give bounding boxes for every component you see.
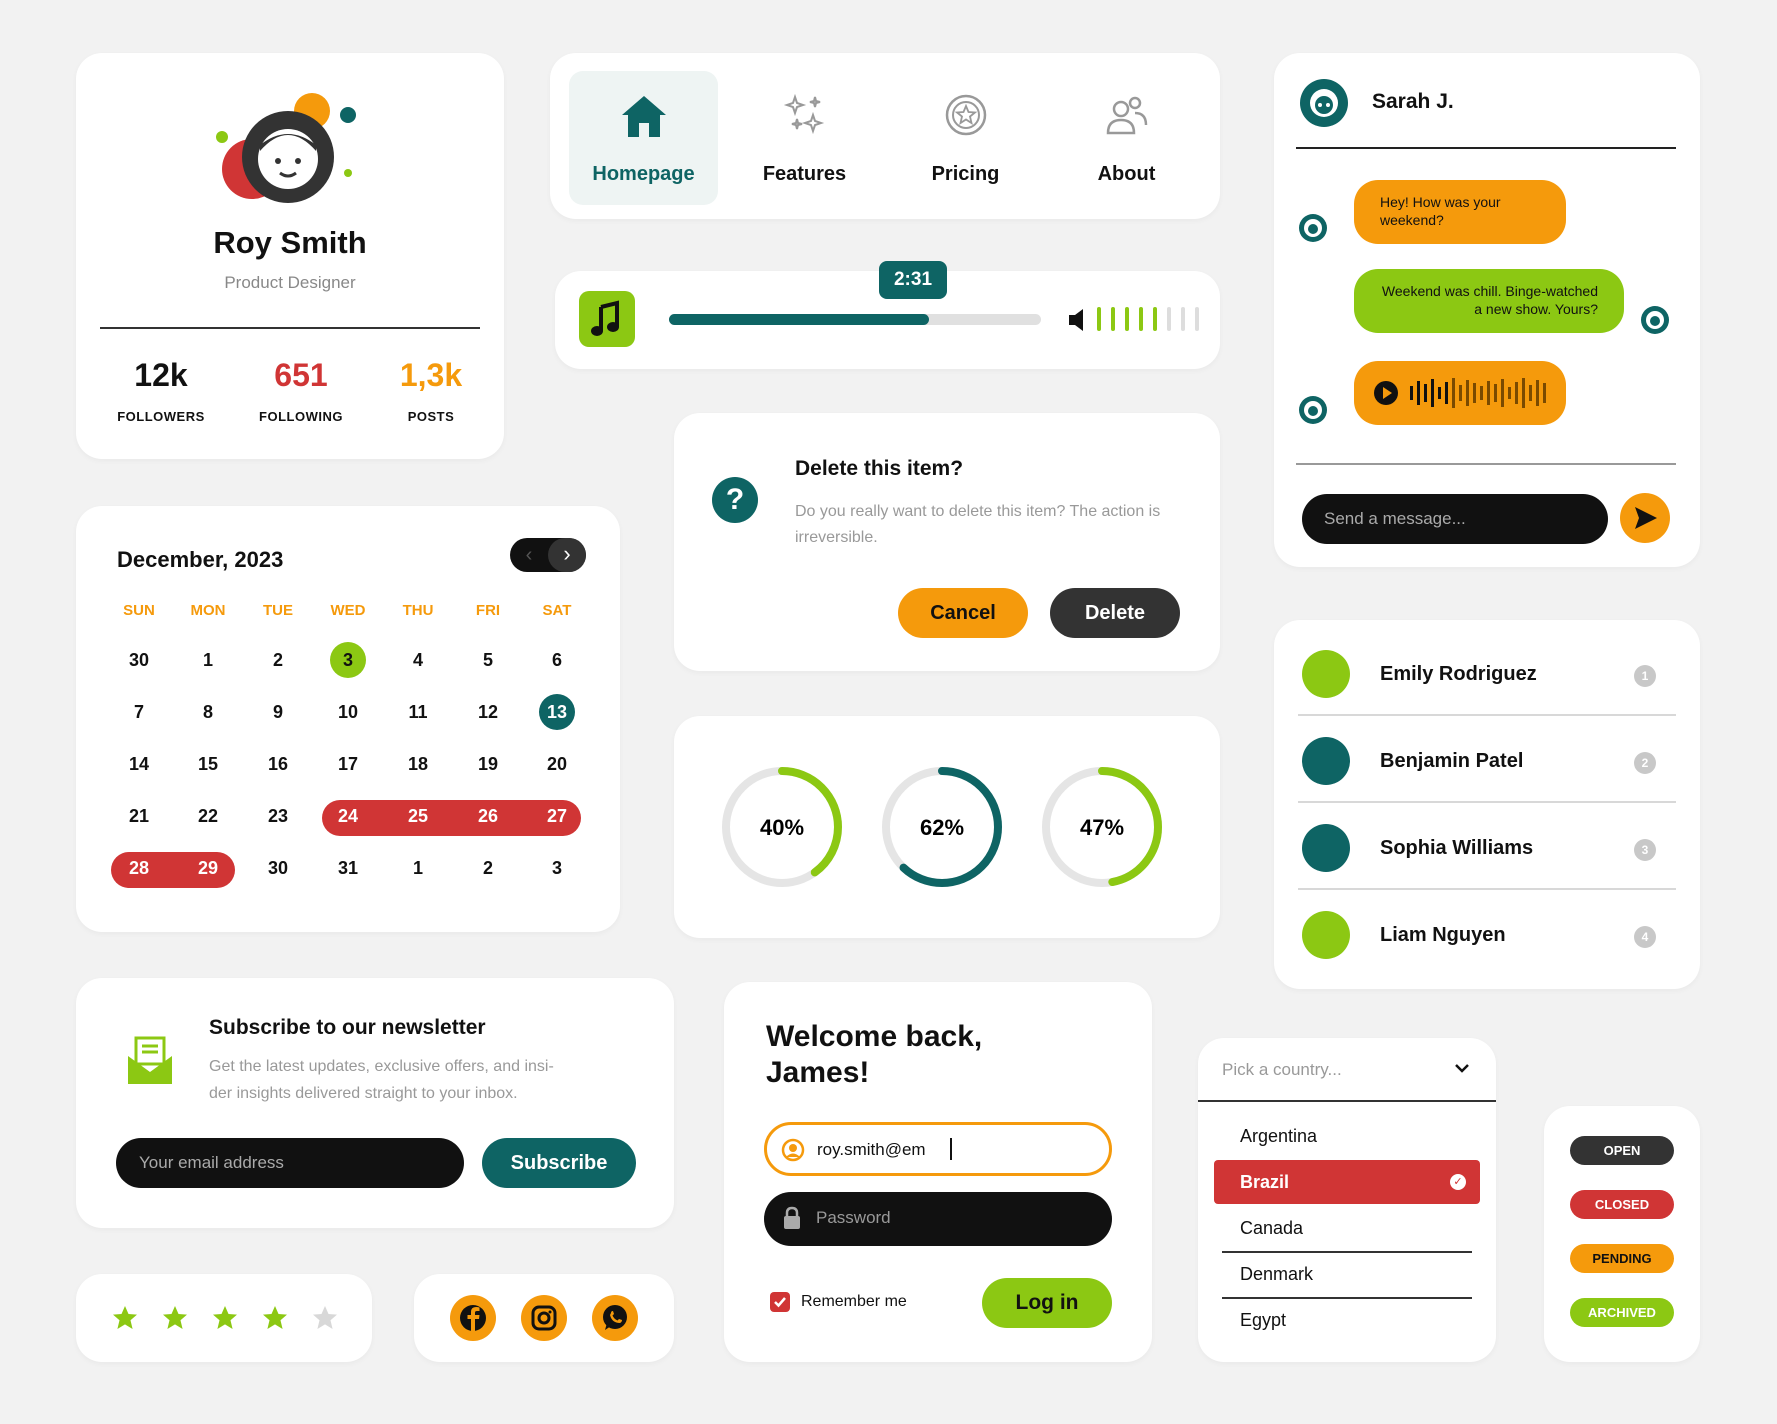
progress-track[interactable] xyxy=(669,314,1041,325)
calendar-title: December, 2023 xyxy=(117,547,284,572)
subscribe-button[interactable] xyxy=(482,1138,636,1188)
them-avatar-icon xyxy=(1298,395,1328,425)
calendar-day[interactable]: 1 xyxy=(202,650,213,670)
calendar-day[interactable]: 31 xyxy=(337,858,359,878)
waveform-icon xyxy=(1410,377,1550,409)
whatsapp-icon[interactable] xyxy=(592,1295,638,1341)
chat-avatar-icon xyxy=(1300,79,1348,127)
calendar-day[interactable]: 24 xyxy=(337,806,359,826)
stat-posts-value: 1,3k xyxy=(399,357,463,393)
waveform-bar xyxy=(1438,387,1441,399)
volume-bar xyxy=(1125,307,1129,331)
calendar-day[interactable]: 26 xyxy=(477,806,499,826)
profile-name: Roy Smith xyxy=(213,225,367,260)
calendar-day[interactable]: 14 xyxy=(128,754,150,774)
subscribe-label: Subscribe xyxy=(510,1152,608,1174)
email-field[interactable] xyxy=(764,1122,1112,1176)
row-divider xyxy=(1298,714,1676,716)
newsletter-card xyxy=(76,978,674,1228)
me-avatar-icon xyxy=(1640,305,1670,335)
calendar-day[interactable]: 5 xyxy=(482,650,493,670)
ring-label: 40% xyxy=(759,815,805,840)
status-tag-pending: PENDING xyxy=(1570,1244,1674,1273)
check-icon xyxy=(770,1292,790,1312)
status-tag-open: OPEN xyxy=(1570,1136,1674,1165)
calendar-day[interactable]: 27 xyxy=(546,806,568,826)
password-placeholder: Password xyxy=(816,1208,891,1227)
waveform-bar xyxy=(1543,383,1546,403)
waveform-bar xyxy=(1508,387,1511,399)
star-icon[interactable] xyxy=(212,1305,238,1331)
user-icon xyxy=(781,1138,805,1162)
waveform-bar xyxy=(1536,380,1539,406)
message-input-placeholder: Send a message... xyxy=(1324,509,1466,528)
weekday-label: THU xyxy=(402,602,434,619)
stat-followers-label: FOLLOWERS xyxy=(117,409,205,424)
nav-item-about[interactable] xyxy=(1052,71,1201,205)
chat-window xyxy=(1274,53,1700,567)
prev-month-button[interactable]: ‹ xyxy=(525,544,533,566)
weekday-label: SAT xyxy=(542,602,572,619)
nav-label: Features xyxy=(762,163,847,185)
calendar-day[interactable]: 21 xyxy=(128,806,150,826)
music-note-icon xyxy=(579,291,635,347)
volume-bar xyxy=(1097,307,1101,331)
calendar xyxy=(76,506,620,932)
calendar-day[interactable]: 30 xyxy=(128,650,150,670)
chat-message-me: Weekend was chill. Binge-watched a new show. Yours? xyxy=(1354,269,1624,333)
ring-label: 62% xyxy=(919,815,965,840)
message-input[interactable] xyxy=(1302,494,1608,544)
social-card xyxy=(414,1274,674,1362)
chat-input-divider xyxy=(1296,463,1676,465)
cancel-label: Cancel xyxy=(930,602,996,624)
country-option[interactable] xyxy=(1214,1252,1480,1296)
waveform-bar xyxy=(1487,381,1490,405)
star-icon[interactable] xyxy=(162,1305,188,1331)
calendar-day[interactable]: 6 xyxy=(551,650,562,670)
login-card xyxy=(724,982,1152,1362)
country-label: Denmark xyxy=(1240,1264,1314,1284)
waveform-bar xyxy=(1424,384,1427,402)
contact-avatar xyxy=(1302,824,1350,872)
volume-bar xyxy=(1139,307,1143,331)
calendar-day[interactable]: 15 xyxy=(197,754,219,774)
contact-name: Liam Nguyen xyxy=(1380,924,1506,946)
avatar xyxy=(212,89,362,209)
email-value: roy.smith@em xyxy=(817,1140,926,1159)
check-circle-icon: ✓ xyxy=(1450,1174,1466,1190)
country-option[interactable] xyxy=(1214,1298,1480,1342)
country-picker xyxy=(1198,1038,1496,1362)
waveform-bar xyxy=(1529,385,1532,401)
chat-message-them: Hey! How was your weekend? xyxy=(1354,180,1566,244)
progress-rings-card xyxy=(674,716,1220,938)
sparkles-icon xyxy=(783,93,827,137)
weekday-label: FRI xyxy=(475,602,501,619)
waveform-bar xyxy=(1473,383,1476,403)
newsletter-body-line2: der insights delivered straight to your inbox. xyxy=(209,1085,518,1102)
progress-rings xyxy=(674,716,1220,938)
contact-name: Emily Rodriguez xyxy=(1380,663,1537,685)
them-avatar-icon xyxy=(1298,213,1328,243)
row-divider xyxy=(1298,801,1676,803)
profile-role: Product Designer xyxy=(224,273,356,292)
newsletter-body-line1: Get the latest updates, exclusive offers, and insi- xyxy=(209,1058,554,1075)
send-icon xyxy=(1620,493,1670,543)
volume-bar xyxy=(1167,307,1171,331)
send-button[interactable] xyxy=(1620,493,1670,543)
calendar-day[interactable]: 20 xyxy=(546,754,568,774)
nav-item-homepage[interactable] xyxy=(569,71,718,205)
calendar-nav xyxy=(510,538,586,572)
calendar-day[interactable]: 8 xyxy=(202,702,213,722)
remember-checkbox[interactable] xyxy=(770,1292,790,1312)
nav-label: About xyxy=(1097,163,1156,185)
calendar-day[interactable]: 29 xyxy=(197,858,219,878)
country-option[interactable] xyxy=(1214,1160,1480,1204)
nav-label: Pricing xyxy=(931,163,1000,185)
newsletter-input-placeholder: Your email address xyxy=(139,1153,284,1172)
volume-bar xyxy=(1153,307,1157,331)
country-option[interactable] xyxy=(1214,1114,1480,1158)
delete-button[interactable] xyxy=(1050,588,1180,638)
badge-star-icon xyxy=(944,93,988,137)
country-label: Argentina xyxy=(1240,1126,1318,1146)
rating-card xyxy=(76,1274,372,1362)
waveform-bar xyxy=(1480,386,1483,400)
waveform-bar xyxy=(1410,386,1413,400)
contact-badge: 4 xyxy=(1634,926,1656,948)
status-tags-card xyxy=(1544,1106,1700,1362)
waveform-bar xyxy=(1431,379,1434,407)
login-label: Log in xyxy=(1015,1291,1079,1314)
contact-avatar xyxy=(1302,911,1350,959)
voice-message[interactable] xyxy=(1354,361,1566,425)
stat-followers-value: 12k xyxy=(134,357,188,393)
calendar-day[interactable]: 23 xyxy=(267,806,289,826)
calendar-day[interactable]: 19 xyxy=(477,754,499,774)
contact-row[interactable] xyxy=(1274,820,1700,880)
country-label: Brazil xyxy=(1240,1172,1290,1192)
calendar-day[interactable]: 12 xyxy=(477,702,499,722)
nav-item-features[interactable] xyxy=(730,71,879,205)
volume-slider[interactable] xyxy=(1097,305,1207,333)
text-cursor xyxy=(950,1138,952,1160)
divider xyxy=(100,327,480,329)
contact-row[interactable] xyxy=(1274,646,1700,706)
weekday-label: MON xyxy=(190,602,226,619)
calendar-day[interactable]: 9 xyxy=(272,702,283,722)
calendar-day[interactable]: 3 xyxy=(330,642,366,678)
country-label: Egypt xyxy=(1240,1310,1287,1330)
volume-bar xyxy=(1181,307,1185,331)
waveform-bar xyxy=(1452,378,1455,408)
contact-avatar xyxy=(1302,737,1350,785)
calendar-day[interactable]: 17 xyxy=(337,754,359,774)
nav-item-pricing[interactable] xyxy=(891,71,1040,205)
next-month-button[interactable]: › xyxy=(548,538,586,572)
dialog-title: Delete this item? xyxy=(795,457,964,480)
newsletter-email-input[interactable] xyxy=(116,1138,464,1188)
nav-bar xyxy=(550,53,1220,219)
waveform-bar xyxy=(1466,380,1469,406)
weekday-label: SUN xyxy=(123,602,155,619)
waveform-bar xyxy=(1522,378,1525,408)
star-icon[interactable] xyxy=(112,1305,138,1331)
country-placeholder: Pick a country... xyxy=(1222,1060,1342,1079)
stat-posts-label: POSTS xyxy=(407,409,455,424)
password-field[interactable] xyxy=(764,1192,1112,1246)
waveform-bar xyxy=(1501,379,1504,407)
speaker-icon[interactable] xyxy=(1067,307,1089,333)
contact-row[interactable] xyxy=(1274,907,1700,967)
select-divider xyxy=(1198,1100,1496,1102)
country-option[interactable] xyxy=(1214,1206,1480,1250)
waveform-bar xyxy=(1459,385,1462,401)
calendar-day[interactable]: 18 xyxy=(407,754,429,774)
calendar-day[interactable]: 30 xyxy=(267,858,289,878)
users-icon xyxy=(1105,93,1149,137)
calendar-day[interactable]: 4 xyxy=(412,650,423,670)
dialog-body: Do you really want to delete this item? The action is irreversible. xyxy=(795,503,1161,546)
calendar-day[interactable]: 11 xyxy=(408,702,428,722)
contact-badge: 1 xyxy=(1634,665,1656,687)
status-tag-archived: ARCHIVED xyxy=(1570,1298,1674,1327)
instagram-icon[interactable] xyxy=(521,1295,567,1341)
contact-list xyxy=(1274,620,1700,989)
country-label: Canada xyxy=(1240,1218,1304,1238)
waveform-bar xyxy=(1494,384,1497,402)
star-icon[interactable] xyxy=(262,1305,288,1331)
nav-label: Homepage xyxy=(592,163,695,185)
calendar-day[interactable]: 25 xyxy=(407,806,429,826)
volume-bar xyxy=(1111,307,1115,331)
calendar-day[interactable]: 16 xyxy=(267,754,289,774)
contact-name: Benjamin Patel xyxy=(1380,750,1524,772)
facebook-icon[interactable] xyxy=(450,1295,496,1341)
delete-dialog xyxy=(674,413,1220,671)
country-select[interactable] xyxy=(1198,1038,1496,1100)
progress-fill xyxy=(669,314,929,325)
calendar-day[interactable]: 3 xyxy=(551,858,562,878)
calendar-day[interactable]: 7 xyxy=(133,702,144,722)
row-divider xyxy=(1298,888,1676,890)
login-title-line1: Welcome back, xyxy=(766,1020,983,1053)
waveform-bar xyxy=(1417,381,1420,405)
chat-header-divider xyxy=(1296,147,1676,149)
lock-icon xyxy=(782,1206,802,1230)
cancel-button[interactable] xyxy=(898,588,1028,638)
contact-badge: 2 xyxy=(1634,752,1656,774)
question-icon: ? xyxy=(712,477,758,523)
newsletter-title: Subscribe to our newsletter xyxy=(209,1016,486,1039)
time-label: 2:31 xyxy=(893,269,933,290)
play-icon[interactable] xyxy=(1374,381,1398,405)
delete-label: Delete xyxy=(1084,602,1146,624)
contact-row[interactable] xyxy=(1274,733,1700,793)
contact-name: Sophia Williams xyxy=(1380,837,1534,859)
contact-badge: 3 xyxy=(1634,839,1656,861)
calendar-day[interactable]: 13 xyxy=(539,694,575,730)
stat-following-value: 651 xyxy=(274,357,328,393)
stat-following-label: FOLLOWING xyxy=(259,409,343,424)
chat-contact-name: Sarah J. xyxy=(1372,90,1454,113)
weekday-label: TUE xyxy=(263,602,293,619)
remember-label: Remember me xyxy=(801,1293,907,1310)
music-player xyxy=(555,271,1220,369)
login-title-line2: James! xyxy=(766,1056,870,1089)
time-tooltip xyxy=(879,261,947,299)
weekday-label: WED xyxy=(330,602,366,619)
status-tag-closed: CLOSED xyxy=(1570,1190,1674,1219)
volume-bar xyxy=(1195,307,1199,331)
mail-icon xyxy=(126,1036,174,1086)
waveform-bar xyxy=(1445,382,1448,404)
waveform-bar xyxy=(1515,382,1518,404)
login-button[interactable] xyxy=(982,1278,1112,1328)
ring-label: 47% xyxy=(1079,815,1125,840)
contact-avatar xyxy=(1302,650,1350,698)
calendar-day[interactable]: 1 xyxy=(412,858,423,878)
calendar-day[interactable]: 2 xyxy=(482,858,493,878)
chevron-down-icon xyxy=(1454,1062,1470,1074)
profile-card xyxy=(76,53,504,459)
home-icon xyxy=(620,93,668,139)
calendar-day[interactable]: 22 xyxy=(197,806,219,826)
calendar-day[interactable]: 10 xyxy=(337,702,359,722)
star-icon[interactable] xyxy=(312,1305,338,1331)
calendar-day[interactable]: 28 xyxy=(128,858,150,878)
calendar-day[interactable]: 2 xyxy=(272,650,283,670)
